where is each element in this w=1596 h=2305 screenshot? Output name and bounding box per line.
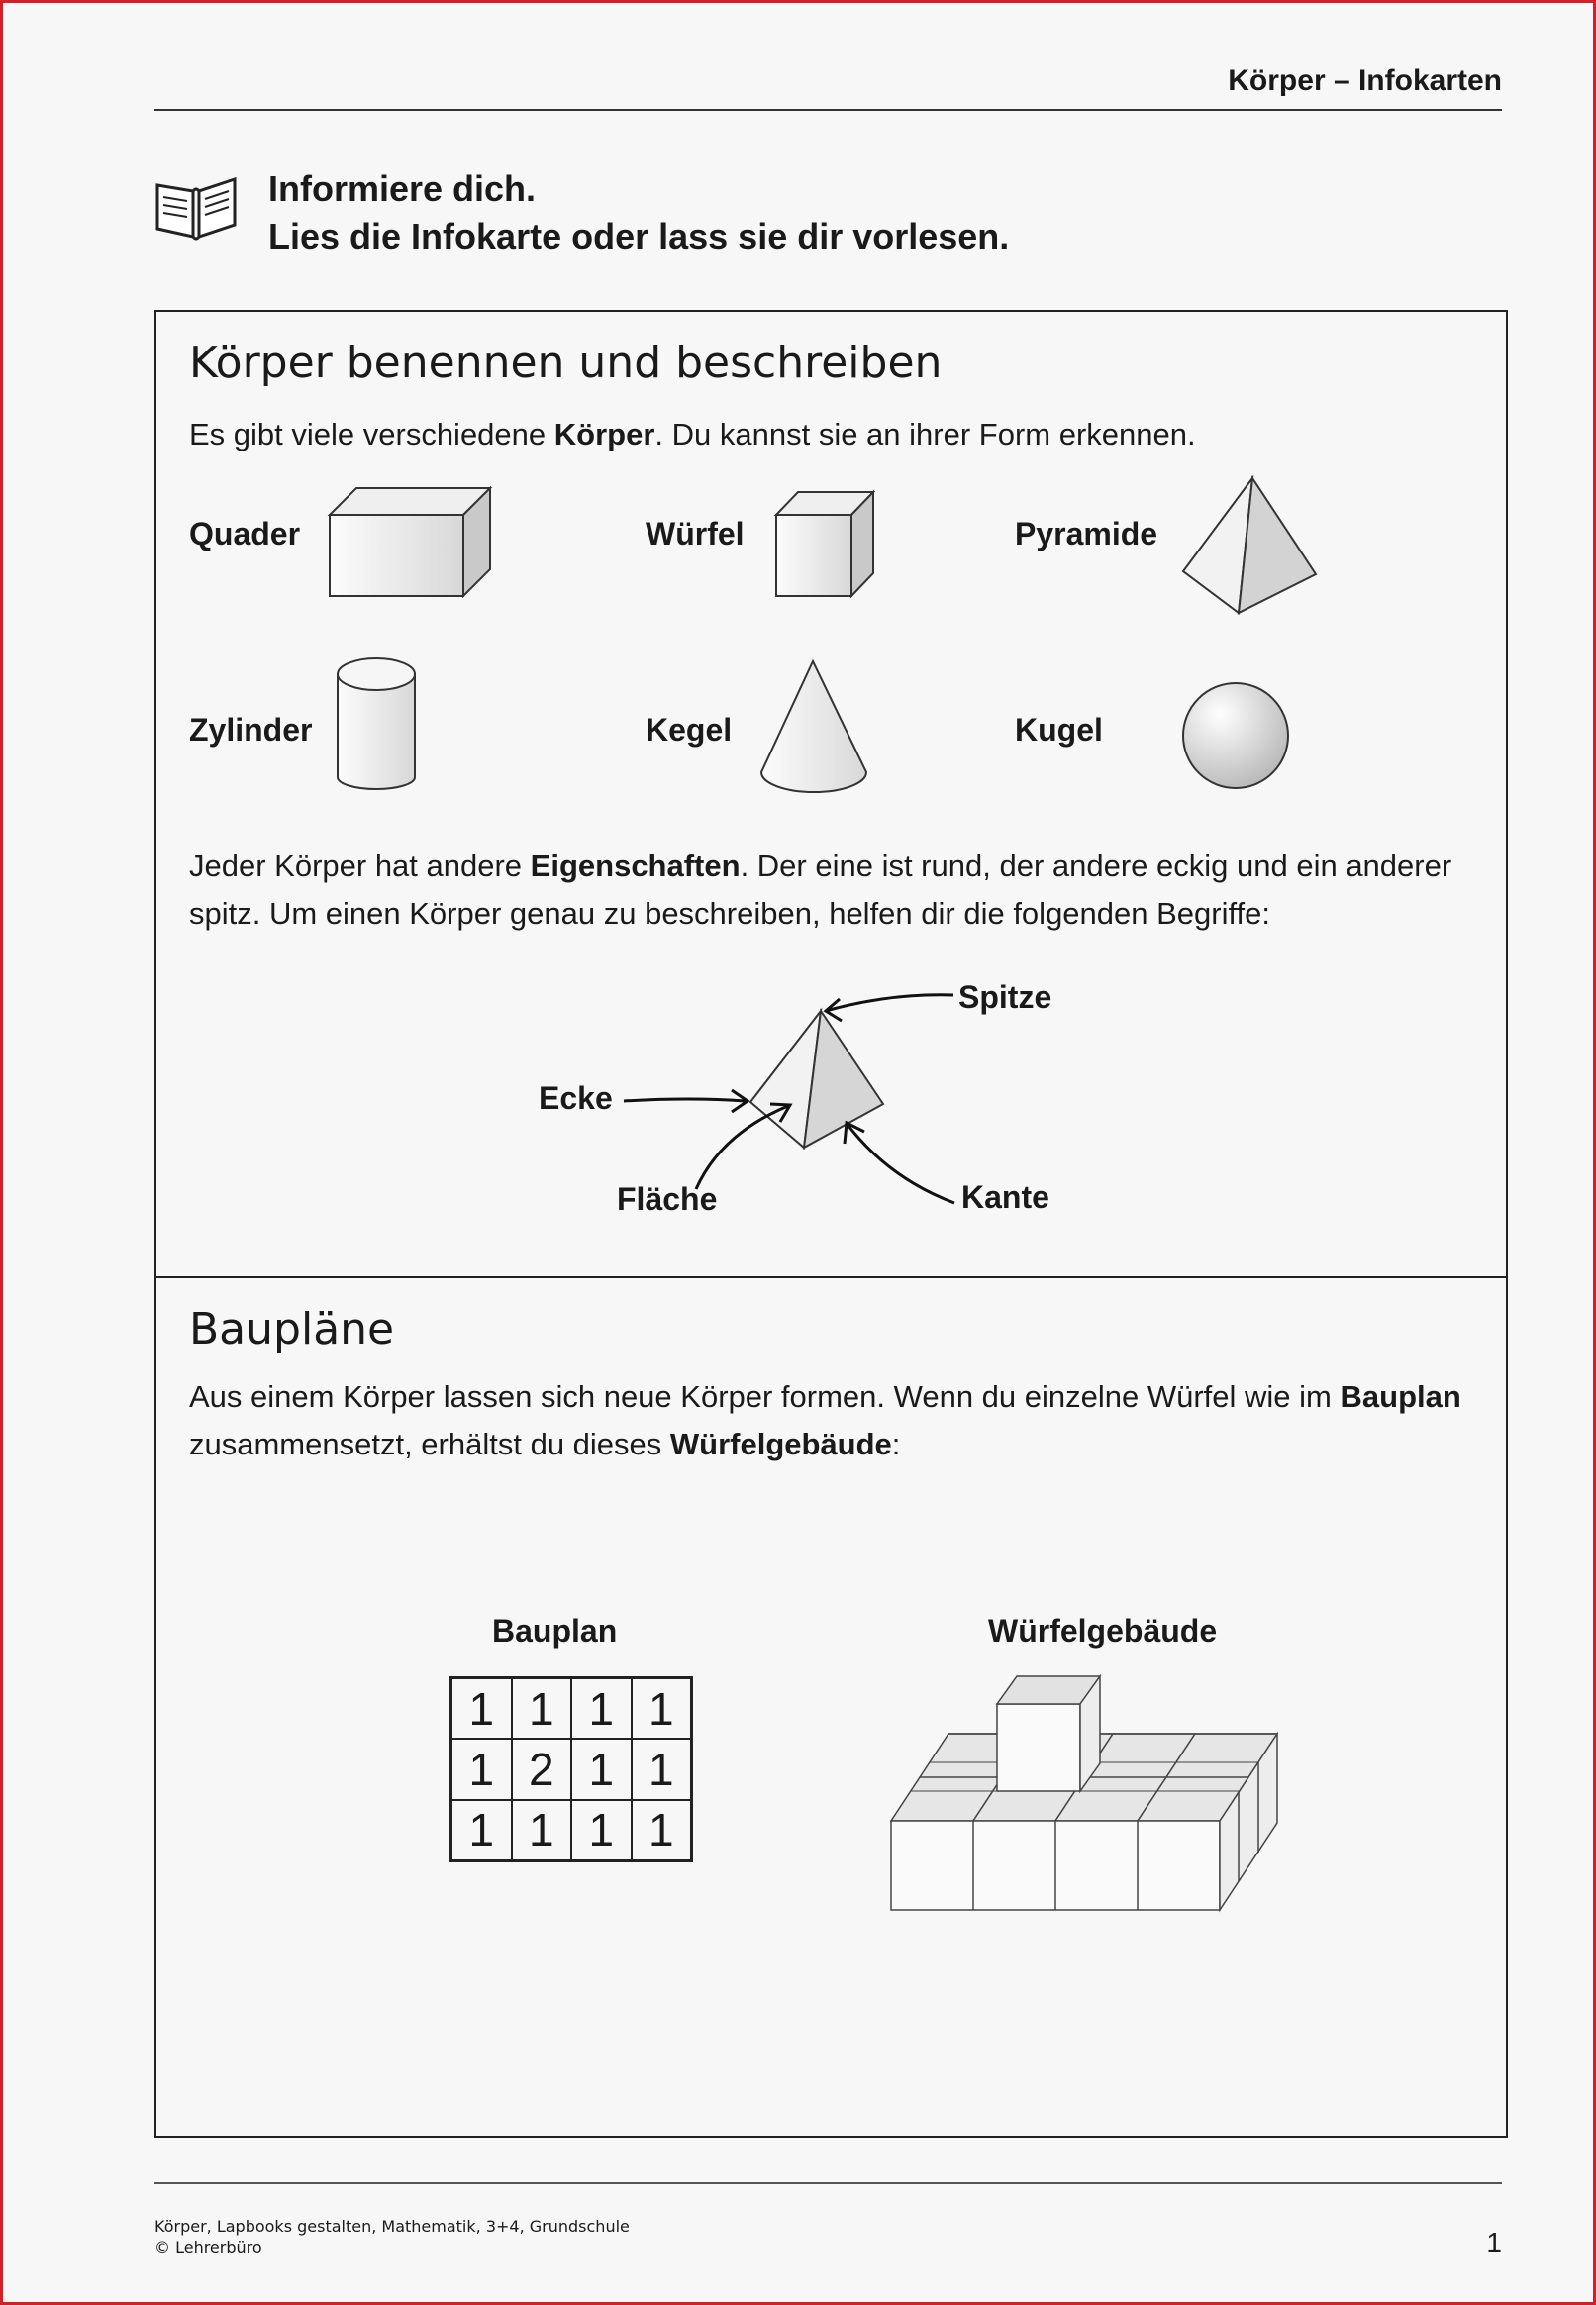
plan-bold-2: Würfelgebäude [669,1427,892,1461]
arrow-spitze [826,995,953,1021]
pyramid-icon [1183,478,1316,613]
label-kegel: Kegel [646,712,733,748]
intro-text-end: . Du kannst sie an ihrer Form erkennen. [654,417,1196,451]
plan-cell: 1 [451,1800,512,1860]
plan-bold-1: Bauplan [1340,1379,1461,1414]
page-number: 1 [1486,2227,1502,2257]
info-card-plans [154,1276,1508,2138]
plan-cell: 1 [451,1739,512,1799]
props-text: Jeder Körper hat andere [189,849,531,883]
plan-cell: 1 [632,1678,692,1739]
footer [154,2216,630,2257]
cone-icon [761,661,866,792]
plan-cell: 1 [632,1800,692,1860]
props-bold: Eigenschaften [530,849,741,883]
plan-cell: 1 [571,1800,632,1860]
plan-text: Aus einem Körper lassen sich neue Körper formen. Wenn du einzelne Würfel wie im [189,1379,1341,1414]
props-text-end: . Der eine ist rund, der andere eckig und ein anderer spitz. Um einen Körper genau zu beschreiben, helfen dir die folgenden Begriffe: [189,849,1452,931]
cube-icon [776,492,873,596]
card1-title: Körper benennen und beschreiben [189,338,943,388]
instruction [268,165,1009,260]
intro-text: Es gibt viele verschiedene [189,417,554,451]
sphere-icon [1183,683,1288,788]
arrow-kante [845,1123,954,1203]
cylinder-icon [338,658,415,789]
label-wuerfel: Würfel [646,516,745,551]
pyramid-diagram [750,1011,883,1148]
term-flaeche: Fläche [617,1181,718,1217]
plan-cell: 1 [512,1800,572,1860]
plan-text-mid: zusammensetzt, erhältst du dieses [189,1427,670,1461]
info-card-shapes [154,310,1508,1278]
arrow-ecke [624,1090,748,1112]
book-icon [153,171,239,243]
card2-title: Baupläne [189,1304,395,1354]
label-kugel: Kugel [1015,712,1103,748]
cube-building-drawing [886,1674,1342,1932]
term-kante: Kante [961,1179,1049,1215]
shapes-drawing [156,312,1510,1280]
plan-label: Bauplan [492,1613,618,1649]
header-rule [154,109,1502,111]
instruction-line-2: Lies die Infokarte oder lass sie dir vorlesen. [268,216,1010,256]
label-zylinder: Zylinder [189,712,313,748]
footer-line-1: Körper, Lapbooks gestalten, Mathematik, 3+4, Grundschule [154,2217,630,2236]
card2-text [189,1373,1476,1468]
plan-grid [449,1676,693,1862]
plan-cell: 1 [571,1678,632,1739]
building-label: Würfelgebäude [988,1613,1218,1649]
plan-cell: 2 [512,1739,572,1799]
label-pyramide: Pyramide [1015,516,1158,551]
term-spitze: Spitze [958,979,1052,1015]
header-title: Körper – Infokarten [1228,64,1502,97]
plan-text-end: : [891,1427,901,1461]
plan-cell: 1 [451,1678,512,1739]
cuboid-icon [330,488,490,596]
plan-cell: 1 [571,1739,632,1799]
plan-cell: 1 [512,1678,572,1739]
instruction-line-1: Informiere dich. [268,168,537,209]
term-ecke: Ecke [539,1080,613,1116]
intro-bold: Körper [553,417,655,451]
card1-properties [189,843,1476,938]
footer-line-2: © Lehrerbüro [154,2238,262,2256]
plan-cell: 1 [632,1739,692,1799]
footer-rule [154,2182,1502,2184]
label-quader: Quader [189,516,301,551]
